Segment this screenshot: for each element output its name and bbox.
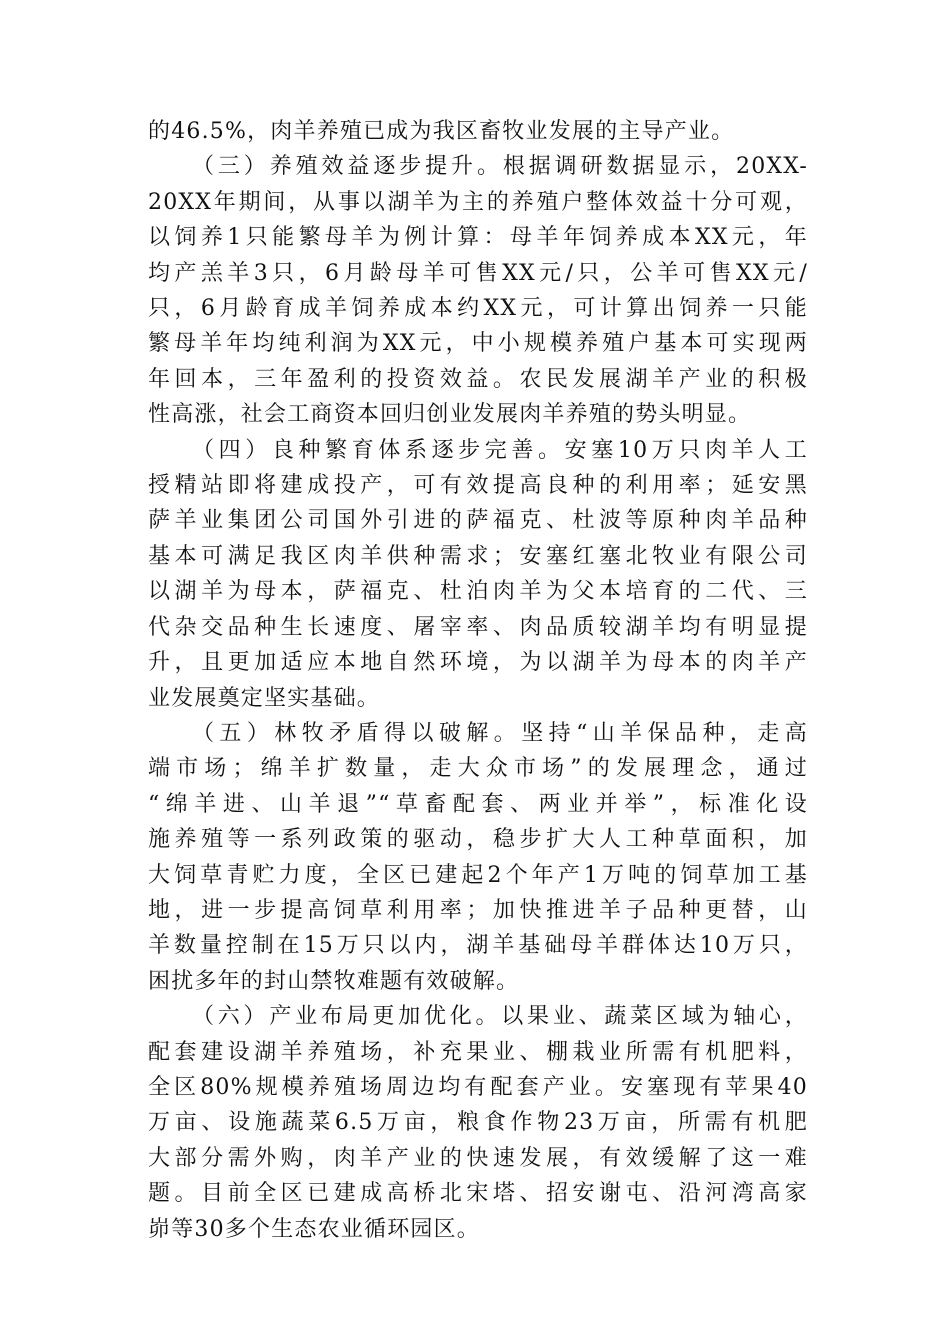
text-line: （三）养殖效益逐步提升。根据调研数据显示，20XX- (192, 154, 808, 180)
text-line: 繁母羊年均纯利润为XX元，中小规模养殖户基本可实现两 (148, 331, 808, 357)
text-line: 基本可满足我区肉羊供种需求；安塞红塞北牧业有限公司 (148, 543, 808, 569)
text-line: 年回本，三年盈利的投资效益。农民发展湖羊产业的积极 (148, 366, 808, 392)
text-line: 业发展奠定坚实基础。 (148, 685, 381, 711)
text-line: 20XX年期间，从事以湖羊为主的养殖户整体效益十分可观， (148, 189, 808, 215)
text-line: 性高涨，社会工商资本回归创业发展肉羊养殖的势头明显。 (148, 402, 752, 428)
text-line: 施养殖等一系列政策的驱动，稳步扩大人工种草面积，加 (148, 827, 808, 853)
paragraph-p-3 (148, 149, 808, 432)
text-line: 萨羊业集团公司国外引进的萨福克、杜波等原种肉羊品种 (148, 508, 808, 534)
paragraph-p-4 (148, 433, 808, 716)
text-line: 以饲养1只能繁母羊为例计算：母羊年饲养成本XX元，年 (148, 225, 808, 251)
text-line: （六）产业布局更加优化。以果业、蔬菜区域为轴心， (192, 1004, 808, 1030)
text-line: 代杂交品种生长速度、屠宰率、肉品质较湖羊均有明显提 (148, 614, 808, 640)
text-line: （五）林牧矛盾得以破解。坚持“山羊保品种，走高 (192, 720, 808, 746)
text-line: 地，进一步提高饲草利用率；加快推进羊子品种更替，山 (148, 897, 808, 923)
text-line: 的46.5%，肉羊养殖已成为我区畜牧业发展的主导产业。 (148, 119, 735, 144)
body-text (148, 114, 808, 1247)
text-line: 配套建设湖羊养殖场，补充果业、棚栽业所需有机肥料， (148, 1039, 808, 1065)
paragraph-p-5 (148, 716, 808, 999)
text-line: 羊数量控制在15万只以内，湖羊基础母羊群体达10万只， (148, 933, 808, 959)
text-line: 均产羔羊3只，6月龄母羊可售XX元/只，公羊可售XX元/ (148, 260, 808, 286)
text-line: 题。目前全区已建成高桥北宋塔、招安谢屯、沿河湾高家 (148, 1181, 808, 1207)
paragraph-p-6 (148, 999, 808, 1247)
text-line: 大饲草青贮力度，全区已建起2个年产1万吨的饲草加工基 (148, 862, 808, 888)
text-line: 升，且更加适应本地自然环境，为以湖羊为母本的肉羊产 (148, 650, 808, 676)
text-line: 授精站即将建成投产，可有效提高良种的利用率；延安黑 (148, 473, 808, 499)
text-line: （四）良种繁育体系逐步完善。安塞10万只肉羊人工 (192, 437, 808, 463)
text-line: 大部分需外购，肉羊产业的快速发展，有效缓解了这一难 (148, 1145, 808, 1171)
text-line: 以湖羊为母本，萨福克、杜泊肉羊为父本培育的二代、三 (148, 579, 808, 605)
text-line: 峁等30多个生态农业循环园区。 (148, 1216, 480, 1242)
paragraph-p-continuation (148, 114, 808, 149)
text-line: 万亩、设施蔬菜6.5万亩，粮食作物23万亩，所需有机肥 (148, 1110, 808, 1136)
text-line: 困扰多年的封山禁牧难题有效破解。 (148, 968, 520, 994)
text-line: 只，6月龄育成羊饲养成本约XX元，可计算出饲养一只能 (148, 296, 808, 322)
text-line: 全区80%规模养殖场周边均有配套产业。安塞现有苹果40 (148, 1074, 808, 1100)
text-line: 端市场；绵羊扩数量，走大众市场”的发展理念，通过 (148, 756, 808, 782)
text-line: “绵羊进、山羊退”“草畜配套、两业并举”，标准化设 (148, 791, 808, 817)
